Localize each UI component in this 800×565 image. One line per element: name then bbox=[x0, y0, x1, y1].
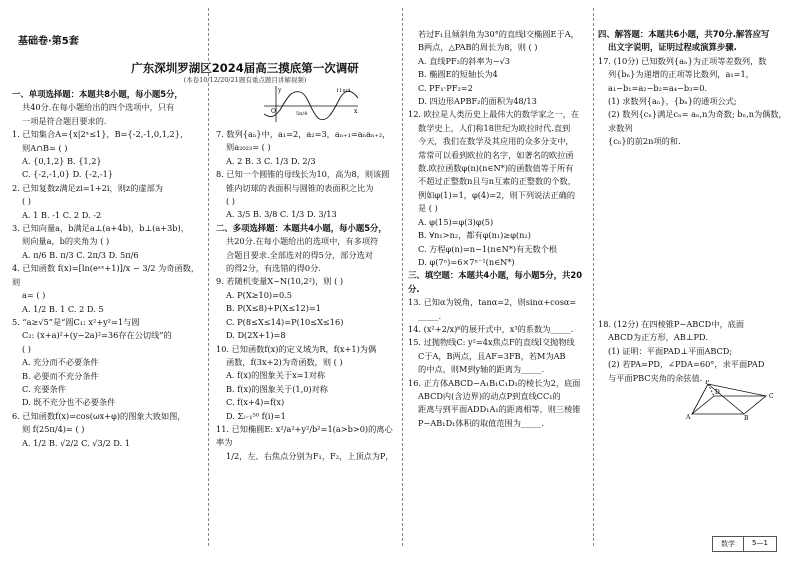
question-13: 13. 已知α为锐角，tanα=2，则sinα+cosα= bbox=[408, 297, 577, 308]
text-line: 不超过正整数n且与n互素的正整数的个数， bbox=[418, 176, 576, 187]
text-line: 距离与到平面ADD₁A₁的距离相等，则三棱锥 bbox=[418, 404, 581, 415]
tick-label: 5π/4 bbox=[296, 111, 308, 117]
question-15: 15. 过抛物线C: y²=4x焦点F的直线l交抛物线 bbox=[408, 337, 575, 348]
column-4a bbox=[598, 28, 790, 149]
vertex-b: B bbox=[744, 415, 749, 420]
question-14: 14. (x²+2/x)⁶的展开式中，x³的系数为_____. bbox=[408, 323, 574, 334]
option-line: A. 直线PF₂的斜率为−√3 bbox=[418, 55, 511, 66]
text-line: 的得2分，有选错的得0分. bbox=[226, 263, 321, 274]
text-line: 则a₂₀₂₃= ( ) bbox=[226, 142, 271, 153]
question-11: 11. 已知椭圆E: x²/a²+y²/b²=1(a>b>0)的离心率为 bbox=[216, 423, 393, 448]
column-divider bbox=[402, 8, 403, 546]
option-line: D. D(2X+1)=8 bbox=[226, 330, 286, 341]
text-line: 1/2，左、右焦点分别为F₁，F₂，上顶点为P， bbox=[226, 450, 394, 461]
question-18: 18. (12分) 在四棱锥P−ABCD中，底面 bbox=[598, 319, 745, 329]
section-heading: 二、多项选择题：本题共4小题，每小题5分， bbox=[216, 222, 387, 233]
option-line: C. {-2,-1,0} D. {-2,-1} bbox=[22, 169, 114, 180]
text-line: 共20分.在每小题给出的选项中，有多项符 bbox=[226, 236, 379, 247]
section-heading: 一、单项选择题：本题共8小题，每小题5分， bbox=[12, 89, 183, 99]
column-2 bbox=[216, 128, 398, 463]
column-divider bbox=[208, 8, 209, 546]
paper-title: 广东深圳罗湖区2024届高三摸底第一次调研 bbox=[131, 61, 359, 75]
text-line: 出文字说明，证明过程或演算步骤. bbox=[608, 42, 737, 53]
text-line: 一项是符合题目要求的. bbox=[22, 115, 107, 126]
text-line: ABCD内(含边界)的动点P到直线CC₁的 bbox=[418, 390, 561, 401]
text-line: a= ( ) bbox=[22, 290, 46, 301]
edge-pa bbox=[692, 384, 708, 414]
option-line: A. 充分而不必要条件 bbox=[22, 357, 99, 368]
base-square bbox=[692, 396, 766, 414]
question-7: 7. 数列{aₙ}中，a₁=2，a₂=3，aₙ₊₁=aₙaₙ₊₂， bbox=[216, 129, 391, 139]
option-line: A. {0,1,2} B. {1,2} bbox=[22, 156, 102, 167]
text-line: (2) 数列{cₙ}满足cₙ= aₙ,n为奇数; bₙ,n为偶数，求数列 bbox=[608, 109, 787, 133]
text-line: 常常可以看到欧拉的名字，如著名的欧拉函 bbox=[418, 149, 574, 160]
question-12: 12. 欧拉是人类历史上最伟大的数学家之一，在 bbox=[408, 109, 580, 120]
text-line: C于A，B两点，且AF=3FB，若M为AB bbox=[418, 350, 566, 361]
section-heading: 四、解答题：本题共6小题，共70分.解答应写 bbox=[598, 29, 770, 39]
text-line: 若过F₁且倾斜角为30°的直线l交椭圆E于A， bbox=[418, 29, 579, 39]
option-line: A. P(X≥10)=0.5 bbox=[226, 289, 293, 300]
text-line: C₂: (x+a)²+(y−2a)²=36存在公切线”的 bbox=[22, 330, 172, 341]
text-line: ( ) bbox=[22, 343, 31, 354]
text-line: ( ) bbox=[226, 196, 235, 207]
question-16: 16. 正方体ABCD−A₁B₁C₁D₁的棱长为2，底面 bbox=[408, 377, 581, 388]
option-line: D. 既不充分也不必要条件 bbox=[22, 397, 116, 408]
text-line: (1) 求数列{aₙ}，{bₙ}的通项公式; bbox=[608, 96, 737, 107]
option-line: D. φ(7ⁿ)=6×7ⁿ⁻¹(n∈N*) bbox=[418, 256, 515, 267]
option-line: C. 充要条件 bbox=[22, 383, 66, 394]
tick-label: 11π/4 bbox=[336, 88, 351, 94]
option-line: B. ∀n₁>n₂，都有φ(n₁)≥φ(n₂) bbox=[418, 230, 531, 241]
question-3: 3. 已知向量a，b满足a⊥(a+4b)，b⊥(a+3b)， bbox=[12, 223, 189, 234]
cosine-curve bbox=[264, 91, 358, 120]
paper-label: 基础卷·第5套 bbox=[18, 36, 79, 47]
edge-pb bbox=[708, 384, 744, 414]
option-line: C. 方程φ(n)=n−1(n∈N*)有无数个根 bbox=[418, 243, 558, 254]
option-line: B. 必要而不充分条件 bbox=[22, 370, 99, 381]
section-heading: 三、填空题：本题共4小题，每小题5分，共20分. bbox=[408, 270, 583, 294]
subject-label: 数学 bbox=[721, 540, 735, 548]
question-9: 9. 若随机变量X~N(10,2²)，则 ( ) bbox=[216, 276, 344, 287]
question-5: 5. “a≥√5”是“圆C₁: x²+y²=1与圆 bbox=[12, 316, 140, 327]
vertex-c: C bbox=[769, 393, 774, 400]
text-line: 是 ( ) bbox=[418, 203, 438, 214]
text-line: 锥内切球的表面积与圆锥的表面积之比为 bbox=[226, 182, 374, 193]
option-line: A. π/6 B. π/3 C. 2π/3 D. 5π/6 bbox=[22, 249, 139, 260]
option-line: B. 椭圆E的短轴长为4 bbox=[418, 69, 498, 80]
paper-subtitle: (本卷10/12/20/21题有重点题目讲解视频) bbox=[183, 76, 307, 84]
question-10: 10. 已知函数f(x)的定义域为R，f(x+1)为偶 bbox=[216, 343, 377, 354]
text-line: {cₙ}的前2n项的和. bbox=[608, 136, 681, 147]
option-line: C. f(x+4)=f(x) bbox=[226, 397, 285, 408]
y-axis-label: y bbox=[278, 87, 282, 94]
origin-label: O bbox=[271, 108, 276, 115]
vertex-p: P bbox=[705, 380, 710, 386]
option-line: A. 1/2 B. 1 C. 2 D. 5 bbox=[22, 303, 104, 314]
option-line: C. PF₁·PF₂=2 bbox=[418, 82, 473, 93]
text-line: a₁−b₁=a₂−b₂=a₄−b₃=0. bbox=[608, 82, 708, 93]
text-line: 合题目要求.全部选对的得5分，部分选对 bbox=[226, 249, 373, 260]
column-3 bbox=[408, 28, 590, 430]
vertex-a: A bbox=[686, 414, 691, 420]
option-line: B. P(X≤8)+P(X≤12)=1 bbox=[226, 303, 321, 314]
text-line: 则向量a，b的夹角为 ( ) bbox=[22, 236, 110, 247]
page-footer bbox=[712, 536, 777, 552]
x-axis-label: x bbox=[354, 108, 358, 115]
option-line: A. 1 B. -1 C. 2 D. -2 bbox=[22, 209, 102, 220]
text-line: (1) 证明：平面PAD⊥平面ABCD; bbox=[608, 345, 733, 356]
text-line: 数.欧拉函数φ(n)(n∈N*)的函数值等于所有 bbox=[418, 163, 574, 174]
cosine-graph bbox=[262, 84, 362, 124]
column-1 bbox=[12, 88, 204, 450]
text-line: _____. bbox=[418, 310, 442, 321]
vertex-d: D bbox=[715, 389, 720, 396]
option-line: A. 2 B. 3 C. 1/3 D. 2/3 bbox=[226, 155, 316, 166]
option-line: A. φ(15)=φ(3)φ(5) bbox=[418, 216, 494, 227]
option-line: D. 四边形APBF₂的面积为48/13 bbox=[418, 96, 537, 107]
column-divider bbox=[593, 8, 594, 546]
column-4b bbox=[598, 318, 790, 385]
pyramid-figure bbox=[684, 380, 784, 420]
text-line: 则 f(25π/4)= ( ) bbox=[22, 424, 85, 435]
text-line: 与平面PBC夹角的余弦值. bbox=[608, 372, 703, 383]
text-line: 今天，我们在数学及其应用的众多分支中， bbox=[418, 136, 574, 147]
text-line: B两点，△PAB的周长为8，则 ( ) bbox=[418, 42, 538, 53]
question-8: 8. 已知一个圆锥的母线长为10，高为8，则该圆 bbox=[216, 169, 390, 180]
question-1: 1. 已知集合A={x|2ˣ≤1}，B={-2,-1,0,1,2}， bbox=[12, 129, 189, 140]
text-line: 列{bₙ}为递增的正项等比数列，a₁=1， bbox=[608, 69, 754, 80]
text-line: 数学史上，人们称18世纪为欧拉时代.直到 bbox=[418, 122, 571, 133]
question-4: 4. 已知函数 f(x)=[ln(eᵃˣ+1)]/x − 3/2 为奇函数，则 bbox=[12, 263, 200, 287]
option-line: C. P(8≤X≤14)=P(10≤X≤16) bbox=[226, 316, 344, 327]
text-line: 例如φ(1)=1，φ(4)=2，则下列说法正确的 bbox=[418, 189, 576, 200]
option-line: A. f(x)的图象关于x=1对称 bbox=[226, 370, 326, 381]
option-line: B. f(x)的图象关于(1,0)对称 bbox=[226, 383, 328, 394]
option-line: A. 3/5 B. 3/8 C. 1/3 D. 3/13 bbox=[226, 209, 337, 220]
question-6: 6. 已知函数f(x)=cos(ωx+φ)的图象大致如图， bbox=[12, 410, 186, 421]
text-line: ABCD为正方形，AB⊥PD. bbox=[608, 332, 708, 343]
text-line: (2) 若PA=PD，∠PDA=60°，求平面PAD bbox=[608, 359, 765, 370]
text-line: ( ) bbox=[22, 196, 31, 207]
text-line: 则A∩B= ( ) bbox=[22, 142, 68, 153]
text-line: P−AB₁D₁体积的取值范围为_____. bbox=[418, 417, 544, 428]
question-2: 2. 已知复数z满足zi=1+2i，则z的虚部为 bbox=[12, 182, 163, 193]
option-line: A. 1/2 B. √2/2 C. √3/2 D. 1 bbox=[22, 437, 130, 448]
text-line: 共40分.在每小题给出的四个选项中，只有 bbox=[22, 102, 175, 113]
question-17: 17. (10分) 已知数列{aₙ}为正项等差数列，数 bbox=[598, 55, 767, 66]
page-number: 5—1 bbox=[743, 537, 776, 551]
option-line: D. Σᵢ₌₁⁵⁰ f(i)=1 bbox=[226, 410, 286, 421]
text-line: 函数，f(3x+2)为奇函数，则 ( ) bbox=[226, 356, 343, 367]
text-line: 的中点，则M到y轴的距离为_____. bbox=[418, 364, 545, 375]
